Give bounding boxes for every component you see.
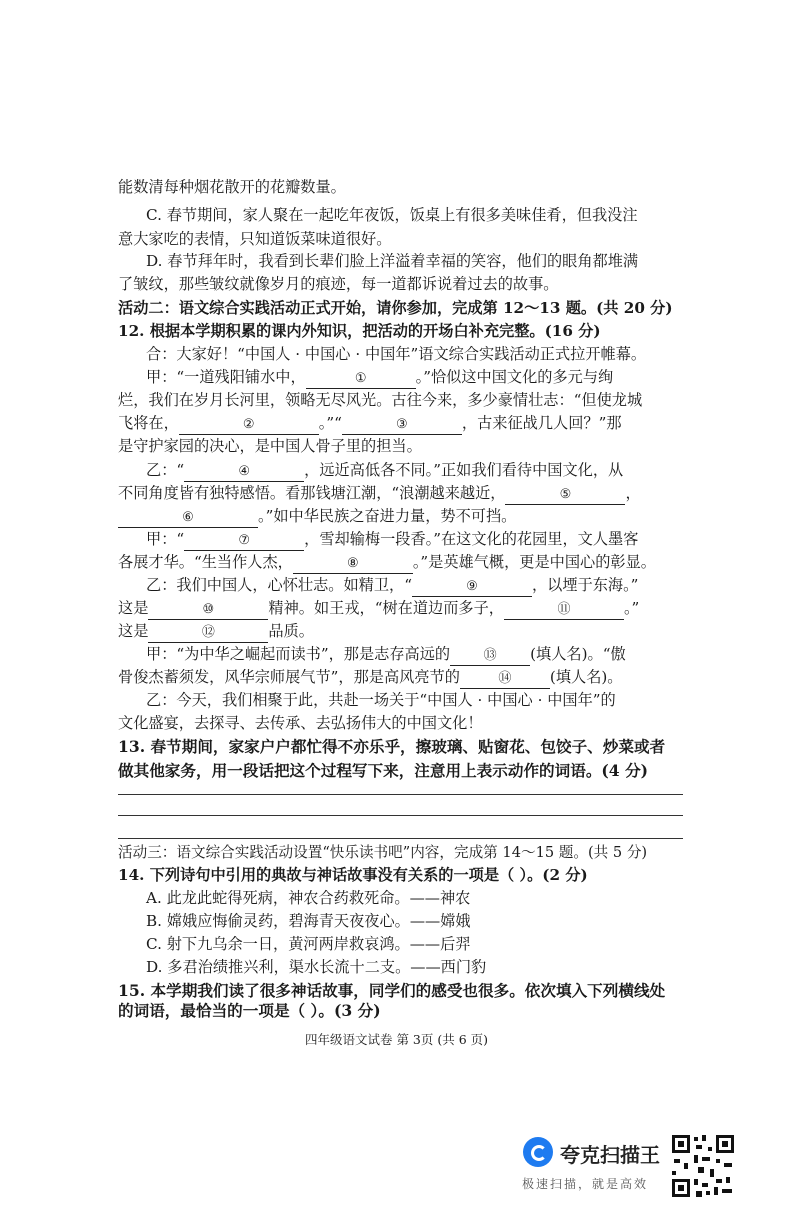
blank-1[interactable]: ① — [306, 370, 416, 389]
dialogue-line: 甲：“ ⑦ ，雪却输梅一段香。”在这文化的花园里，文人墨客 — [146, 528, 678, 551]
question-15-cont: 的词语，最恰当的一项是（ ）。(3 分) — [118, 1001, 381, 1020]
blank-9[interactable]: ⑨ — [412, 578, 532, 597]
dialogue-line: 甲：“为中华之崛起而读书”，那是志存高远的 ⑬ (填人名)。“傲 — [146, 643, 678, 666]
dialogue-line: 乙：我们中国人，心怀壮志。如精卫，“ ⑨ ，以堙于东海。” — [146, 574, 678, 597]
question-13-cont: 做其他家务，用一段话把这个过程写下来，注意用上表示动作的词语。(4 分) — [118, 761, 649, 780]
dialogue-line: 乙：“ ④ ，远近高低各不同。”正如我们看待中国文化，从 — [146, 459, 678, 482]
option-b[interactable]: B. 嫦娥应悔偷灵药，碧海青天夜夜心。——嫦娥 — [146, 912, 471, 930]
blank-13[interactable]: ⑬ — [450, 647, 530, 666]
answer-line[interactable] — [118, 794, 683, 795]
dialogue-line: 不同角度皆有独特感悟。看那钱塘江潮，“浪潮越来越近， ⑤ ， — [118, 482, 678, 505]
blank-3[interactable]: ③ — [342, 416, 462, 435]
dialogue-line: 文化盛宴，去探寻、去传承、去弘扬伟大的中国文化！ — [118, 714, 483, 732]
question-13: 13. 春节期间，家家户户都忙得不亦乐乎，擦玻璃、贴窗花、包饺子、炒菜或者 — [118, 737, 666, 756]
dialogue-line: 这是 ⑫ 品质。 — [118, 620, 678, 643]
activity-3-heading: 活动三：语文综合实践活动设置“快乐读书吧”内容，完成第 14～15 题。(共 5 分) — [118, 844, 648, 861]
blank-12[interactable]: ⑫ — [148, 624, 268, 643]
text-line: 意大家吃的表情，只知道饭菜味道很好。 — [118, 230, 392, 248]
activity-2-heading: 活动二：语文综合实践活动正式开始，请你参加，完成第 12～13 题。(共 20 分) — [118, 299, 673, 317]
blank-8[interactable]: ⑧ — [293, 555, 413, 574]
blank-10[interactable]: ⑩ — [148, 601, 268, 620]
dialogue-line: 甲：“一道残阳铺水中， ① 。”恰似这中国文化的多元与绚 — [146, 366, 678, 389]
answer-line[interactable] — [118, 815, 683, 816]
option-c-text: C. 春节期间，家人聚在一起吃年夜饭，饭桌上有很多美味佳肴，但我没注 — [146, 206, 638, 224]
dialogue-line: 飞将在， ② 。”“ ③ ，古来征战几人回？”那 — [118, 412, 678, 435]
page-footer: 四年级语文试卷 第 3页 (共 6 页) — [304, 1032, 489, 1047]
option-d[interactable]: D. 多君治绩推兴利，渠水长流十二支。——西门豹 — [146, 958, 487, 976]
dialogue-line: ⑥ 。”如中华民族之奋进力量，势不可挡。 — [118, 505, 678, 528]
scanner-watermark-title: 夸克扫描王 — [560, 1143, 660, 1167]
question-15: 15. 本学期我们读了很多神话故事，同学们的感受也很多。依次填入下列横线处 — [118, 981, 666, 1000]
option-c[interactable]: C. 射下九乌余一日，黄河两岸救哀鸿。——后羿 — [146, 935, 471, 953]
text-line: 能数清每种烟花散开的花瓣数量。 — [118, 178, 346, 196]
blank-14[interactable]: ⑭ — [460, 670, 550, 689]
dialogue-line: 烂，我们在岁月长河里，领略无尽风光。古往今来，多少豪情壮志：“但使龙城 — [118, 391, 643, 409]
question-14: 14. 下列诗句中引用的典故与神话故事没有关系的一项是（ ）。(2 分) — [118, 866, 588, 884]
blank-5[interactable]: ⑤ — [505, 486, 625, 505]
dialogue-line: 各展才华。“生当作人杰， ⑧ 。”是英雄气概，更是中国心的彰显。 — [118, 551, 678, 574]
dialogue-line: 合：大家好！“中国人 · 中国心 · 中国年”语文综合实践活动正式拉开帷幕。 — [146, 345, 647, 363]
blank-7[interactable]: ⑦ — [184, 532, 304, 551]
answer-line[interactable] — [118, 838, 683, 839]
scanner-logo-icon — [523, 1137, 553, 1167]
option-a[interactable]: A. 此龙此蛇得死病，神农合药救死命。——神农 — [146, 889, 471, 907]
question-12: 12. 根据本学期积累的课内外知识，把活动的开场白补充完整。(16 分) — [118, 322, 601, 340]
dialogue-line: 骨俊杰蓄须发，风华宗师展气节”，那是高风亮节的 ⑭ (填人名)。 — [118, 666, 678, 689]
scanner-watermark-subtitle: 极速扫描，就是高效 — [522, 1177, 649, 1191]
text-line: 了皱纹，那些皱纹就像岁月的痕迹，每一道都诉说着过去的故事。 — [118, 275, 559, 293]
dialogue-line: 是守护家园的决心，是中国人骨子里的担当。 — [118, 437, 422, 455]
blank-6[interactable]: ⑥ — [118, 509, 258, 528]
dialogue-line: 这是 ⑩ 精神。如王戎，“树在道边而多子， ⑪ 。” — [118, 597, 678, 620]
blank-2[interactable]: ② — [179, 416, 319, 435]
qr-code-icon — [670, 1133, 736, 1199]
blank-11[interactable]: ⑪ — [504, 601, 624, 620]
dialogue-line: 乙：今天，我们相聚于此，共赴一场关于“中国人 · 中国心 · 中国年”的 — [146, 691, 616, 709]
option-d-text: D. 春节拜年时，我看到长辈们脸上洋溢着幸福的笑容，他们的眼角都堆满 — [146, 252, 639, 270]
blank-4[interactable]: ④ — [184, 463, 304, 482]
